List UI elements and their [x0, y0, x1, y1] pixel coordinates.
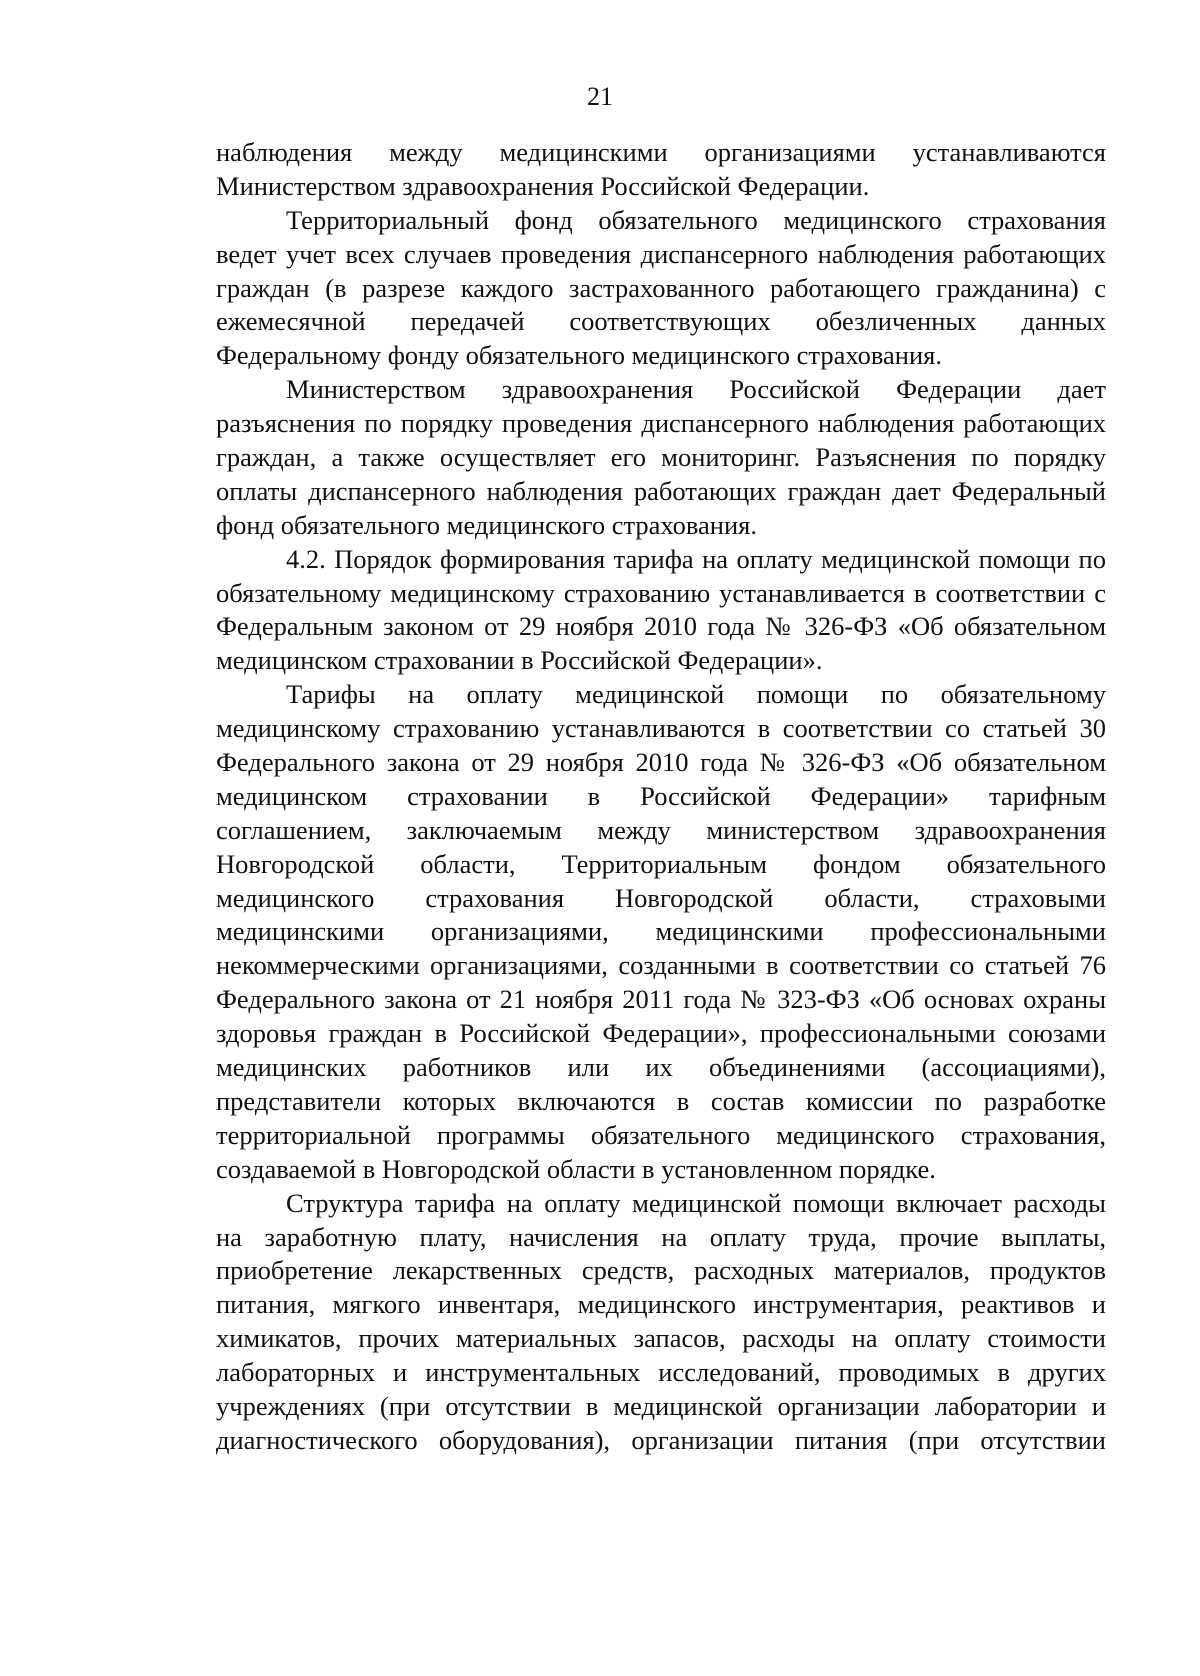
text-line: медицинском страховании в Российской Федерации» тарифным [216, 780, 1106, 811]
text-line: некоммерческими организациями, созданными в соответствии со статьей 76 [216, 950, 1106, 981]
text-line: 4.2. Порядок формирования тарифа на оплату медицинской помощи по [286, 543, 1106, 574]
text-line: медицинскому страхованию устанавливаются в соответствии со статьей 30 [216, 713, 1106, 744]
text-line: обязательному медицинскому страхованию устанавливается в соответствии с [216, 577, 1106, 608]
text-line: Федерального закона от 21 ноября 2011 года № 323-ФЗ «Об основах охраны [216, 984, 1106, 1015]
text-line: оплаты диспансерного наблюдения работающих граждан дает Федеральный [216, 475, 1106, 506]
text-line: лабораторных и инструментальных исследований, проводимых в других [216, 1357, 1106, 1388]
text-line: медицинских работников или их объединениями (ассоциациями), [216, 1052, 1106, 1083]
text-line: химикатов, прочих материальных запасов, расходы на оплату стоимости [216, 1323, 1106, 1354]
text-line: граждан, а также осуществляет его мониторинг. Разъяснения по порядку [216, 442, 1106, 473]
document-text-body [216, 136, 1106, 1458]
text-line: медицинскими организациями, медицинскими профессиональными [216, 916, 1106, 947]
text-line: Министерством здравоохранения Российской Федерации дает [286, 374, 1106, 405]
text-line: медицинском страховании в Российской Федерации». [216, 645, 823, 676]
text-line: здоровья граждан в Российской Федерации», профессиональными союзами [216, 1018, 1106, 1049]
text-line: Федерального закона от 29 ноября 2010 года № 326-ФЗ «Об обязательном [216, 747, 1106, 778]
text-line: Тарифы на оплату медицинской помощи по обязательному [286, 679, 1106, 710]
text-line: на заработную плату, начисления на оплату труда, прочие выплаты, [216, 1221, 1106, 1252]
text-line: диагностического оборудования), организации питания (при отсутствии [216, 1424, 1106, 1455]
text-line: создаваемой в Новгородской области в установленном порядке. [216, 1153, 936, 1184]
text-line: ведет учет всех случаев проведения диспансерного наблюдения работающих [216, 238, 1106, 269]
text-line: разъяснения по порядку проведения диспансерного наблюдения работающих [216, 408, 1106, 439]
text-line: Новгородской области, Территориальным фондом обязательного [216, 848, 1106, 879]
text-line: представители которых включаются в состав комиссии по разработке [216, 1085, 1106, 1116]
text-line: Федеральным законом от 29 ноября 2010 года № 326-ФЗ «Об обязательном [216, 611, 1106, 642]
text-line: территориальной программы обязательного медицинского страхования, [216, 1119, 1106, 1150]
page-number: 21 [587, 82, 613, 111]
text-line: медицинского страхования Новгородской области, страховыми [216, 882, 1106, 913]
text-line: наблюдения между медицинскими организациями устанавливаются [216, 137, 1106, 167]
text-line: приобретение лекарственных средств, расходных материалов, продуктов [216, 1255, 1106, 1286]
text-line: Федеральному фонду обязательного медицинского страхования. [216, 340, 942, 371]
text-line: Структура тарифа на оплату медицинской помощи включает расходы [286, 1187, 1106, 1218]
text-line: соглашением, заключаемым между министерством здравоохранения [216, 814, 1106, 845]
text-line: ежемесячной передачей соответствующих обезличенных данных [216, 306, 1106, 337]
text-line: Министерством здравоохранения Российской Федерации. [216, 170, 870, 201]
text-line: фонд обязательного медицинского страхования. [216, 509, 757, 540]
text-line: учреждениях (при отсутствии в медицинской организации лаборатории и [216, 1390, 1106, 1421]
text-line: граждан (в разрезе каждого застрахованного работающего гражданина) с [216, 272, 1106, 303]
text-line: питания, мягкого инвентаря, медицинского инструментария, реактивов и [216, 1289, 1106, 1320]
text-line: Территориальный фонд обязательного медицинского страхования [286, 204, 1106, 235]
